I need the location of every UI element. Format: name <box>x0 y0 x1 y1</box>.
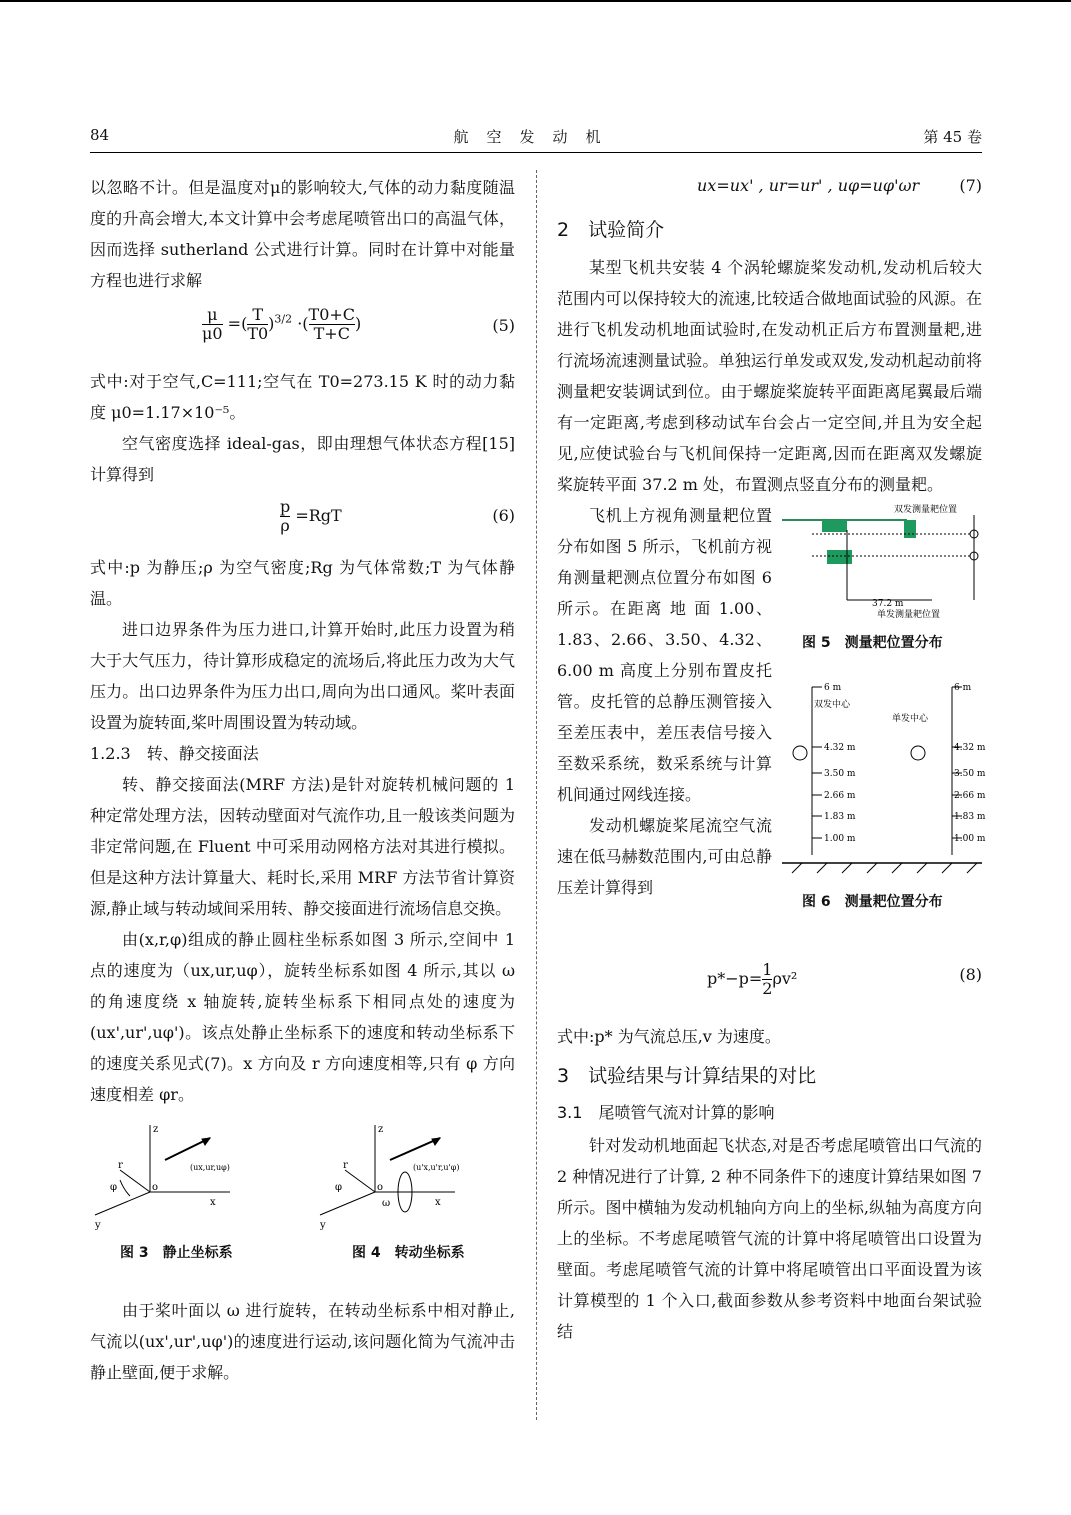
fig6-height: 3.50 m <box>824 769 856 779</box>
figure-6 <box>782 675 992 909</box>
eq8-num: 1 <box>762 960 773 979</box>
paragraph: 转、静交接面法(MRF 方法)是针对旋转机械问题的 1 种定常处理方法，因转动壁面对气流作功,且一般该类问题为非定常问题,在 Fluent 中可采用动网格方法对其进行模拟。但是这种方法计算量大、耗时长,采用 MRF 方法节省计算资源,静止域与转动域间采用转、静交接面进行流场信息交换。 <box>90 775 515 918</box>
section-heading-3-1: 3.1 尾喷管气流对计算的影响 <box>557 1103 775 1122</box>
eq8-number: (8) <box>959 965 982 984</box>
eq5-lhs-num: μ <box>202 306 223 325</box>
fig4-z: z <box>378 1124 384 1135</box>
eq5-number: (5) <box>492 316 515 335</box>
fig4-o: o <box>377 1182 384 1193</box>
paragraph: 式中:p* 为气流总压,v 为速度。 <box>557 1027 781 1046</box>
fig4-y: y <box>320 1220 326 1231</box>
paragraph: 进口边界条件为压力进口,计算开始时,此压力设置为稍大于大气压力，待计算形成稳定的流场后,将此压力改为大气压力。出口边界条件为压力出口,周向为出口通风。桨叶表面设置为旋转面,桨叶周围设置为转动域。 <box>90 620 515 732</box>
fig6-height: 2.66 m <box>824 791 856 801</box>
fig3-x: x <box>210 1197 216 1208</box>
fig6-height: 3.50 m <box>954 769 986 779</box>
section-heading-1-2-3: 1.2.3 转、静交接面法 <box>90 744 259 763</box>
fig5-label-single: 单发测量耙位置 <box>877 610 941 620</box>
paragraph: 式中:对于空气,C=111;空气在 T0=273.15 K 时的动力黏度 μ0=1.17×10⁻⁵。 <box>90 372 515 422</box>
paragraph: 式中:p 为静压;ρ 为空气密度;Rg 为气体常数;T 为气体静温。 <box>90 558 515 608</box>
figures-3-4 <box>90 1120 515 1295</box>
header-rule <box>90 152 982 153</box>
fig6-prop-single <box>911 746 925 760</box>
fig5-distance: 37.2 m <box>872 599 904 609</box>
fig6-diagram <box>782 675 992 885</box>
text-with-figures <box>557 500 986 955</box>
eq5-t2-den: T+C <box>313 324 350 343</box>
eq6-lhs-den: ρ <box>280 516 290 535</box>
fig6-height: 4.32 m <box>824 743 856 753</box>
fig5-diagram <box>782 500 992 630</box>
paragraph: 发动机螺旋桨尾流空气流速在低马赫数范围内,可由总静压差计算得到 <box>557 816 772 897</box>
volume-label: 第 45 卷 <box>923 128 982 146</box>
fig3-o: o <box>152 1182 159 1193</box>
eq8-rhs: ρv² <box>772 969 798 988</box>
right-column <box>557 172 986 1347</box>
fig6-height: 2.66 m <box>954 791 986 801</box>
page-number: 84 <box>90 126 110 144</box>
fig6-label-single: 单发中心 <box>892 714 929 724</box>
eq5-t1-num: T <box>247 306 268 325</box>
journal-title: 航空发动机 <box>453 128 619 146</box>
eq7-text: ux=ux' , ur=ur' , uφ=uφ'ωr <box>697 176 920 195</box>
fig4-r: r <box>343 1160 348 1171</box>
eq5-lhs-den: μ0 <box>202 324 223 343</box>
paragraph: 以忽略不计。但是温度对μ的影响较大,气体的动力黏度随温度的升高会增大,本文计算中会考虑尾喷管出口的高温气体，因而选择 sutherland 公式进行计算。同时在计算中对能量方程也进行求解 <box>90 178 515 290</box>
left-column <box>90 172 515 1388</box>
equation-8 <box>557 955 982 1021</box>
fig3-y: y <box>95 1220 101 1231</box>
fig4-caption: 图 4 转动坐标系 <box>352 1245 465 1261</box>
eq5-t1-den: T0 <box>247 324 269 343</box>
fig3-caption: 图 3 静止坐标系 <box>120 1245 233 1261</box>
section-heading-2: 2 试验简介 <box>557 219 665 241</box>
eq7-number: (7) <box>959 176 982 195</box>
eq5-t2-num: T0+C <box>308 305 356 324</box>
paragraph: 空气密度选择 ideal-gas，即由理想气体状态方程[15]计算得到 <box>90 434 515 484</box>
paragraph: 由(x,r,φ)组成的静止圆柱坐标系如图 3 所示,空间中 1 点的速度为（ux,ur,uφ），旋转坐标系如图 4 所示,其以 ω 的角速度绕 x 轴旋转,旋转坐标系下相同点处的速度为(ux',ur',uφ')。该点处静止坐标系下的速度和转动坐标系下的速度关系见式(7)。x 方向及 r 方向速度相等,只有 φ 方向速度相差 φr。 <box>90 930 515 1104</box>
fig5-tail <box>904 520 916 538</box>
eq6-number: (6) <box>492 506 515 525</box>
equation-7 <box>557 172 982 206</box>
fig4-vec-label: (u'x,u'r,u'φ) <box>413 1163 460 1172</box>
fig5-engine <box>827 550 852 564</box>
fig3-z: z <box>153 1124 159 1135</box>
fig5-engine <box>822 520 847 532</box>
fig5-caption: 图 5 测量耙位置分布 <box>802 635 943 651</box>
eq6-rhs: =RgT <box>295 506 342 525</box>
page-header <box>90 126 982 150</box>
fig6-label-dual: 双发中心 <box>814 700 851 710</box>
paragraph: 某型飞机共安装 4 个涡轮螺旋桨发动机,发动机后较大范围内可以保持较大的流速,比较适合做地面试验的风源。在进行飞机发动机地面试验时,在发动机正后方布置测量耙,进行流场流速测量试验。单独运行单发或双发,发动机起动前将测量耙安装调试到位。由于螺旋桨旋转平面距离尾翼最后端有一定距离,考虑到移动试车台会占一定空间,并且为安全起见,应使试验台与飞机间保持一定距离,因而在距离双发螺旋桨旋转平面 37.2 m 处，布置测点竖直分布的测量耙。 <box>557 258 982 494</box>
fig6-height: 6 m <box>954 683 972 693</box>
eq8-lhs: p*−p= <box>707 969 763 988</box>
section-heading-3: 3 试验结果与计算结果的对比 <box>557 1065 817 1087</box>
fig6-prop-dual <box>793 746 807 760</box>
paragraph: 飞机上方视角测量耙位置分布如图 5 所示，飞机前方视角测量耙测点位置分布如图 6 所示。在距离 地 面 1.00、1.83、2.66、3.50、4.32、6.00 m 高度上分别布置皮托管。皮托管的总静压测管接入至差压表中，差压表信号接入至数采系统，数采系统与计算机间通过网线连接。 <box>557 506 772 804</box>
equation-6 <box>90 490 515 552</box>
fig6-height: 1.83 m <box>954 812 986 822</box>
fig6-height: 1.00 m <box>824 834 856 844</box>
fig4-x: x <box>435 1197 441 1208</box>
fig4-omega: ω <box>382 1198 391 1209</box>
equation-5: $\frac{\mu}{\mu 0}$ =( $\frac{T}{T0}$ )$^{3/2}$ ·( $\frac{T0+C}{T+C}$ ) (5) <box>202 305 515 343</box>
fig5-label-dual: 双发测量耙位置 <box>894 505 958 515</box>
fig6-height: 4.32 m <box>954 743 986 753</box>
fig6-height: 6 m <box>824 683 842 693</box>
figure-5 <box>782 500 992 654</box>
eq8-den: 2 <box>762 979 773 998</box>
fig6-height: 1.83 m <box>824 812 856 822</box>
eq5-exponent: 3/2 <box>274 312 293 326</box>
top-border <box>0 0 1071 2</box>
column-divider <box>536 170 537 1420</box>
paragraph: 针对发动机地面起飞状态,对是否考虑尾喷管出口气流的 2 种情况进行了计算, 2 种不同条件下的速度计算结果如图 7 所示。图中横轴为发动机轴向方向上的坐标,纵轴为高度方向上的坐标。不考虑尾喷管气流的计算中将尾喷管出口设置为壁面。考虑尾喷管气流的计算中将尾喷管出口平面设置为该计算模型的 1 个入口,截面参数从参考资料中地面台架试验结 <box>557 1136 982 1341</box>
fig6-caption: 图 6 测量耙位置分布 <box>802 894 943 910</box>
fig6-height: 1.00 m <box>954 834 986 844</box>
eq6-lhs-num: p <box>280 497 291 516</box>
fig3-phi: φ <box>110 1182 118 1193</box>
fig4-phi: φ <box>335 1182 343 1193</box>
paragraph: 由于桨叶面以 ω 进行旋转，在转动坐标系中相对静止,气流以(ux',ur',uφ')的速度进行运动,该问题化简为气流冲击静止壁面,便于求解。 <box>90 1301 515 1382</box>
fig3-r: r <box>118 1160 123 1171</box>
fig3-vec-label: (ux,ur,uφ) <box>190 1163 230 1172</box>
